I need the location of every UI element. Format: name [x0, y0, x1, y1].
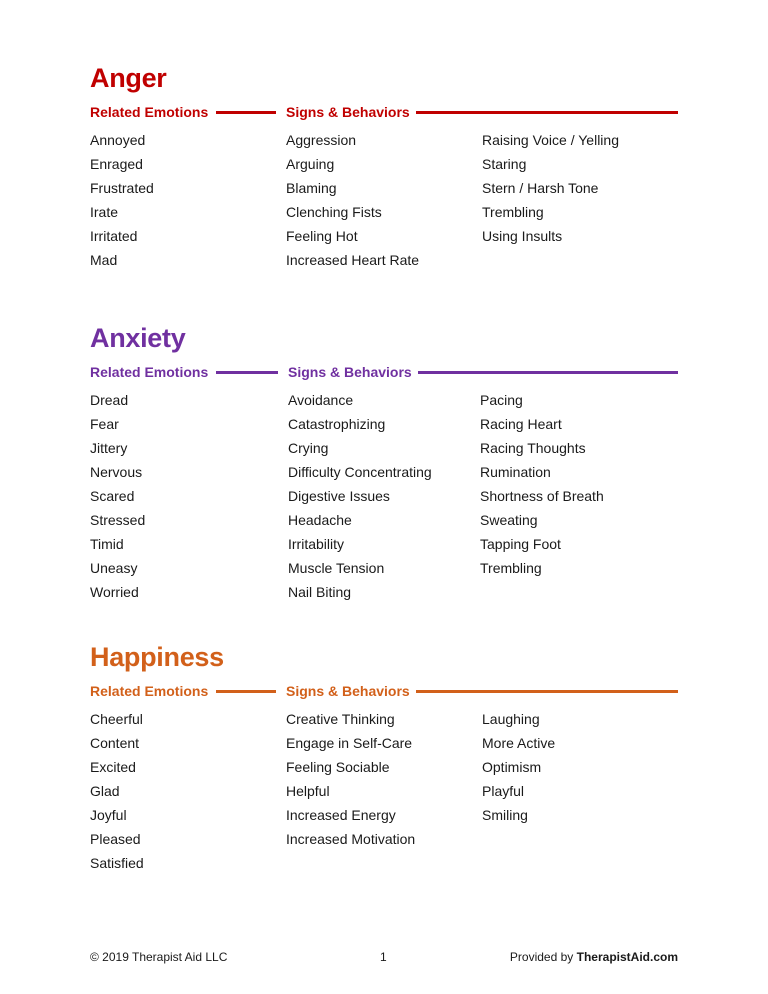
section-header-row	[90, 362, 678, 382]
list-item: Aggression	[286, 132, 357, 148]
signs-list-col1	[288, 388, 432, 604]
list-item: Optimism	[482, 759, 542, 775]
divider-line	[414, 690, 678, 693]
list-item: Increased Energy	[286, 807, 396, 823]
list-item: Raising Voice / Yelling	[482, 132, 619, 148]
footer-page-number: 1	[380, 950, 387, 964]
list-item: Satisfied	[90, 855, 144, 871]
list-item: Clenching Fists	[286, 204, 382, 220]
list-item: Feeling Hot	[286, 228, 358, 244]
list-item: Racing Thoughts	[480, 440, 586, 456]
footer-provided-by	[510, 949, 678, 965]
signs-list-col1	[286, 128, 419, 272]
divider-line	[216, 371, 278, 374]
list-item: Tapping Foot	[480, 536, 561, 552]
section-title: Anger	[90, 63, 167, 93]
list-item: Excited	[90, 759, 136, 775]
related-emotions-header: Related Emotions	[90, 362, 214, 382]
list-item: Using Insults	[482, 228, 563, 244]
related-emotions-header: Related Emotions	[90, 681, 214, 701]
list-item: Stern / Harsh Tone	[482, 180, 599, 196]
list-item: Feeling Sociable	[286, 759, 390, 775]
related-emotions-header: Related Emotions	[90, 102, 214, 122]
related-emotions-list	[90, 388, 145, 604]
list-item: Irate	[90, 204, 119, 220]
divider-line	[414, 111, 678, 114]
list-item: Racing Heart	[480, 416, 562, 432]
list-item: Trembling	[480, 560, 542, 576]
list-item: Uneasy	[90, 560, 138, 576]
list-item: Playful	[482, 783, 525, 799]
list-item: Trembling	[482, 204, 544, 220]
signs-behaviors-header: Signs & Behaviors	[286, 102, 416, 122]
list-item: Rumination	[480, 464, 551, 480]
list-item: Jittery	[90, 440, 128, 456]
list-item: Nervous	[90, 464, 143, 480]
section-title: Happiness	[90, 642, 224, 672]
list-item: Digestive Issues	[288, 488, 390, 504]
list-item: Pacing	[480, 392, 523, 408]
list-item: Muscle Tension	[288, 560, 385, 576]
list-item: More Active	[482, 735, 556, 751]
list-item: Headache	[288, 512, 352, 528]
list-item: Nail Biting	[288, 584, 352, 600]
list-item: Difficulty Concentrating	[288, 464, 432, 480]
list-item: Dread	[90, 392, 129, 408]
section-title: Anxiety	[90, 323, 186, 353]
list-item: Smiling	[482, 807, 528, 823]
list-item: Sweating	[480, 512, 538, 528]
list-item: Worried	[90, 584, 139, 600]
list-item: Creative Thinking	[286, 711, 395, 727]
list-item: Annoyed	[90, 132, 146, 148]
list-item: Glad	[90, 783, 120, 799]
section-header-row	[90, 102, 678, 122]
signs-list-col1	[286, 707, 415, 851]
divider-line	[416, 371, 678, 374]
list-item: Catastrophizing	[288, 416, 386, 432]
signs-list-col2	[482, 707, 555, 827]
list-item: Irritated	[90, 228, 138, 244]
list-item: Laughing	[482, 711, 540, 727]
list-item: Increased Heart Rate	[286, 252, 420, 268]
list-item: Staring	[482, 156, 527, 172]
list-item: Increased Motivation	[286, 831, 416, 847]
signs-behaviors-header: Signs & Behaviors	[286, 681, 416, 701]
list-item: Helpful	[286, 783, 330, 799]
list-item: Fear	[90, 416, 119, 432]
list-item: Shortness of Breath	[480, 488, 604, 504]
list-item: Joyful	[90, 807, 127, 823]
list-item: Arguing	[286, 156, 335, 172]
list-item: Crying	[288, 440, 329, 456]
list-item: Engage in Self-Care	[286, 735, 413, 751]
signs-list-col2	[482, 128, 619, 248]
provided-by-text: Provided by	[509, 950, 574, 964]
related-emotions-list	[90, 128, 154, 272]
site-link[interactable]: TherapistAid.com	[576, 950, 678, 964]
related-emotions-list	[90, 707, 144, 875]
list-item: Cheerful	[90, 711, 143, 727]
list-item: Blaming	[286, 180, 337, 196]
list-item: Enraged	[90, 156, 143, 172]
footer-copyright: © 2019 Therapist Aid LLC	[90, 950, 228, 964]
list-item: Irritability	[288, 536, 345, 552]
divider-line	[216, 690, 276, 693]
list-item: Scared	[90, 488, 135, 504]
list-item: Content	[90, 735, 140, 751]
list-item: Timid	[90, 536, 124, 552]
signs-behaviors-header: Signs & Behaviors	[288, 362, 418, 382]
list-item: Frustrated	[90, 180, 154, 196]
list-item: Pleased	[90, 831, 141, 847]
list-item: Mad	[90, 252, 118, 268]
signs-list-col2	[480, 388, 604, 580]
section-header-row	[90, 681, 678, 701]
divider-line	[216, 111, 276, 114]
list-item: Stressed	[90, 512, 146, 528]
list-item: Avoidance	[288, 392, 354, 408]
